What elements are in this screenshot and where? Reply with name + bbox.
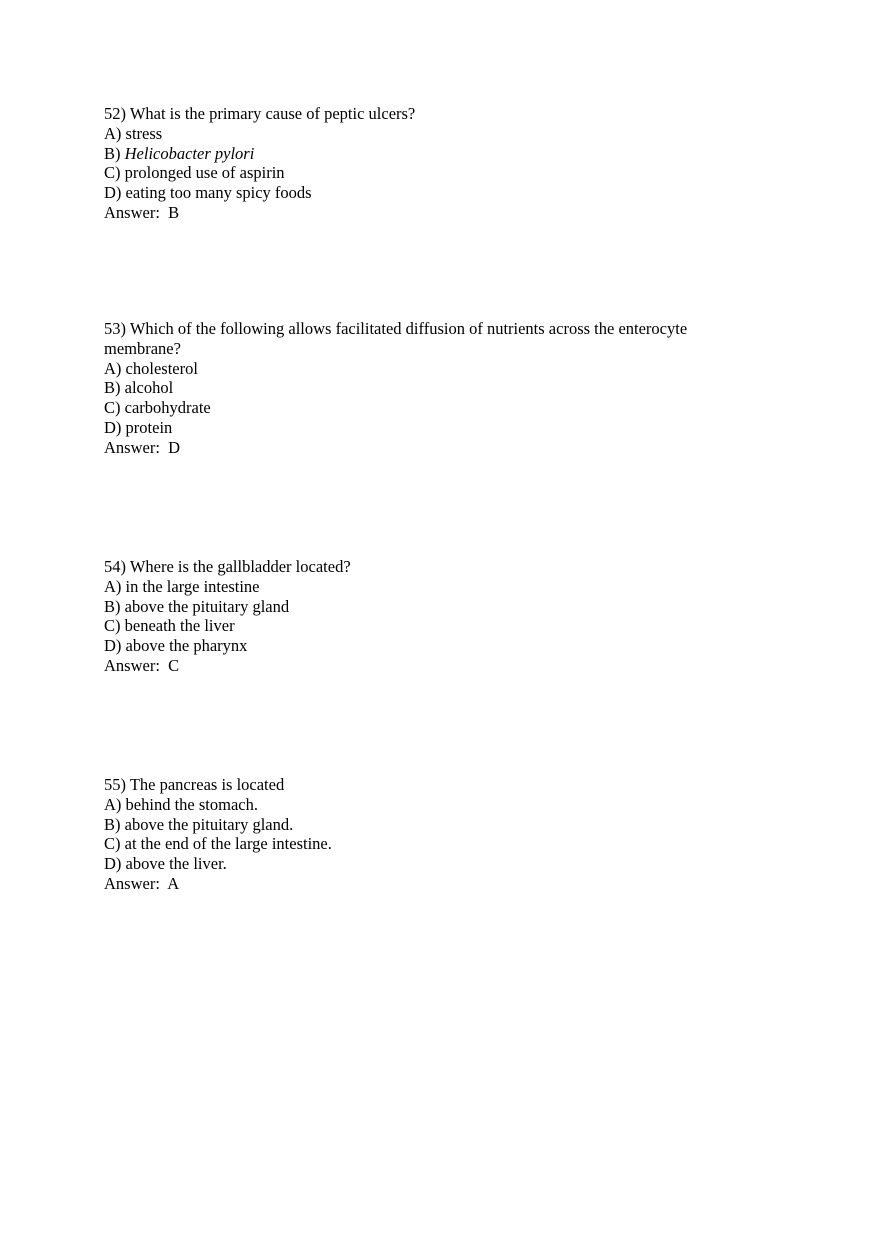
option-a bbox=[104, 795, 764, 815]
option-c bbox=[104, 163, 764, 183]
option-letter: A) bbox=[104, 123, 122, 143]
option-letter: C) bbox=[104, 834, 121, 854]
option-d bbox=[104, 854, 764, 874]
question-number: 55) bbox=[104, 775, 126, 794]
option-text: behind the stomach. bbox=[125, 794, 258, 814]
option-d bbox=[104, 183, 764, 203]
question-stem bbox=[104, 557, 764, 577]
option-b bbox=[104, 597, 764, 617]
option-letter: D) bbox=[104, 636, 122, 656]
question-53 bbox=[104, 319, 764, 458]
option-letter: B) bbox=[104, 814, 121, 834]
option-letter: A) bbox=[104, 576, 122, 596]
option-letter: C) bbox=[104, 398, 121, 418]
option-c bbox=[104, 398, 764, 418]
answer-value: C bbox=[168, 655, 180, 675]
option-letter: B) bbox=[104, 378, 121, 398]
answer-value: A bbox=[167, 873, 180, 893]
option-text: in the large intestine bbox=[125, 576, 260, 596]
option-letter: A) bbox=[104, 358, 122, 378]
option-text: prolonged use of aspirin bbox=[124, 163, 285, 183]
option-text: stress bbox=[125, 123, 163, 143]
question-number: 54) bbox=[104, 557, 126, 576]
answer-value: B bbox=[168, 202, 180, 222]
question-text: Where is the gallbladder located? bbox=[129, 557, 351, 576]
answer-label: Answer: bbox=[104, 437, 160, 457]
question-text: What is the primary cause of peptic ulcers? bbox=[129, 104, 416, 123]
answer-value: D bbox=[168, 437, 181, 457]
option-letter: D) bbox=[104, 183, 122, 203]
option-text: at the end of the large intestine. bbox=[124, 834, 332, 854]
option-c bbox=[104, 616, 764, 636]
question-stem bbox=[104, 775, 764, 795]
option-text: above the pituitary gland bbox=[124, 596, 290, 616]
option-letter: C) bbox=[104, 163, 121, 183]
option-text: carbohydrate bbox=[124, 398, 211, 418]
option-b bbox=[104, 815, 764, 835]
option-text: protein bbox=[125, 417, 173, 437]
option-text: eating too many spicy foods bbox=[125, 183, 312, 203]
option-text: Helicobacter pylori bbox=[124, 143, 255, 163]
option-text: alcohol bbox=[124, 378, 174, 398]
question-stem bbox=[104, 319, 764, 359]
option-c bbox=[104, 834, 764, 854]
question-number: 53) bbox=[104, 319, 126, 338]
question-52 bbox=[104, 104, 764, 223]
option-letter: D) bbox=[104, 854, 122, 874]
option-text: above the pharynx bbox=[125, 636, 248, 656]
question-55 bbox=[104, 775, 764, 894]
option-d bbox=[104, 418, 764, 438]
answer-label: Answer: bbox=[104, 873, 160, 893]
option-a bbox=[104, 124, 764, 144]
option-text: above the pituitary gland. bbox=[124, 814, 294, 834]
option-letter: B) bbox=[104, 596, 121, 616]
option-letter: D) bbox=[104, 417, 122, 437]
question-text: The pancreas is located bbox=[129, 775, 285, 794]
option-letter: B) bbox=[104, 143, 121, 163]
option-b bbox=[104, 144, 764, 164]
answer-line bbox=[104, 874, 764, 894]
option-d bbox=[104, 636, 764, 656]
option-letter: C) bbox=[104, 616, 121, 636]
option-text: above the liver. bbox=[125, 854, 227, 874]
question-text: Which of the following allows facilitated diffusion of nutrients across the enterocyte membrane? bbox=[104, 319, 688, 358]
option-a bbox=[104, 577, 764, 597]
question-stem bbox=[104, 104, 764, 124]
option-a bbox=[104, 359, 764, 379]
answer-line bbox=[104, 438, 764, 458]
question-number: 52) bbox=[104, 104, 126, 123]
answer-line bbox=[104, 203, 764, 223]
answer-label: Answer: bbox=[104, 202, 160, 222]
answer-label: Answer: bbox=[104, 655, 160, 675]
option-b bbox=[104, 378, 764, 398]
option-text: cholesterol bbox=[125, 358, 198, 378]
answer-line bbox=[104, 656, 764, 676]
question-54 bbox=[104, 557, 764, 676]
option-letter: A) bbox=[104, 794, 122, 814]
option-text: beneath the liver bbox=[124, 616, 235, 636]
